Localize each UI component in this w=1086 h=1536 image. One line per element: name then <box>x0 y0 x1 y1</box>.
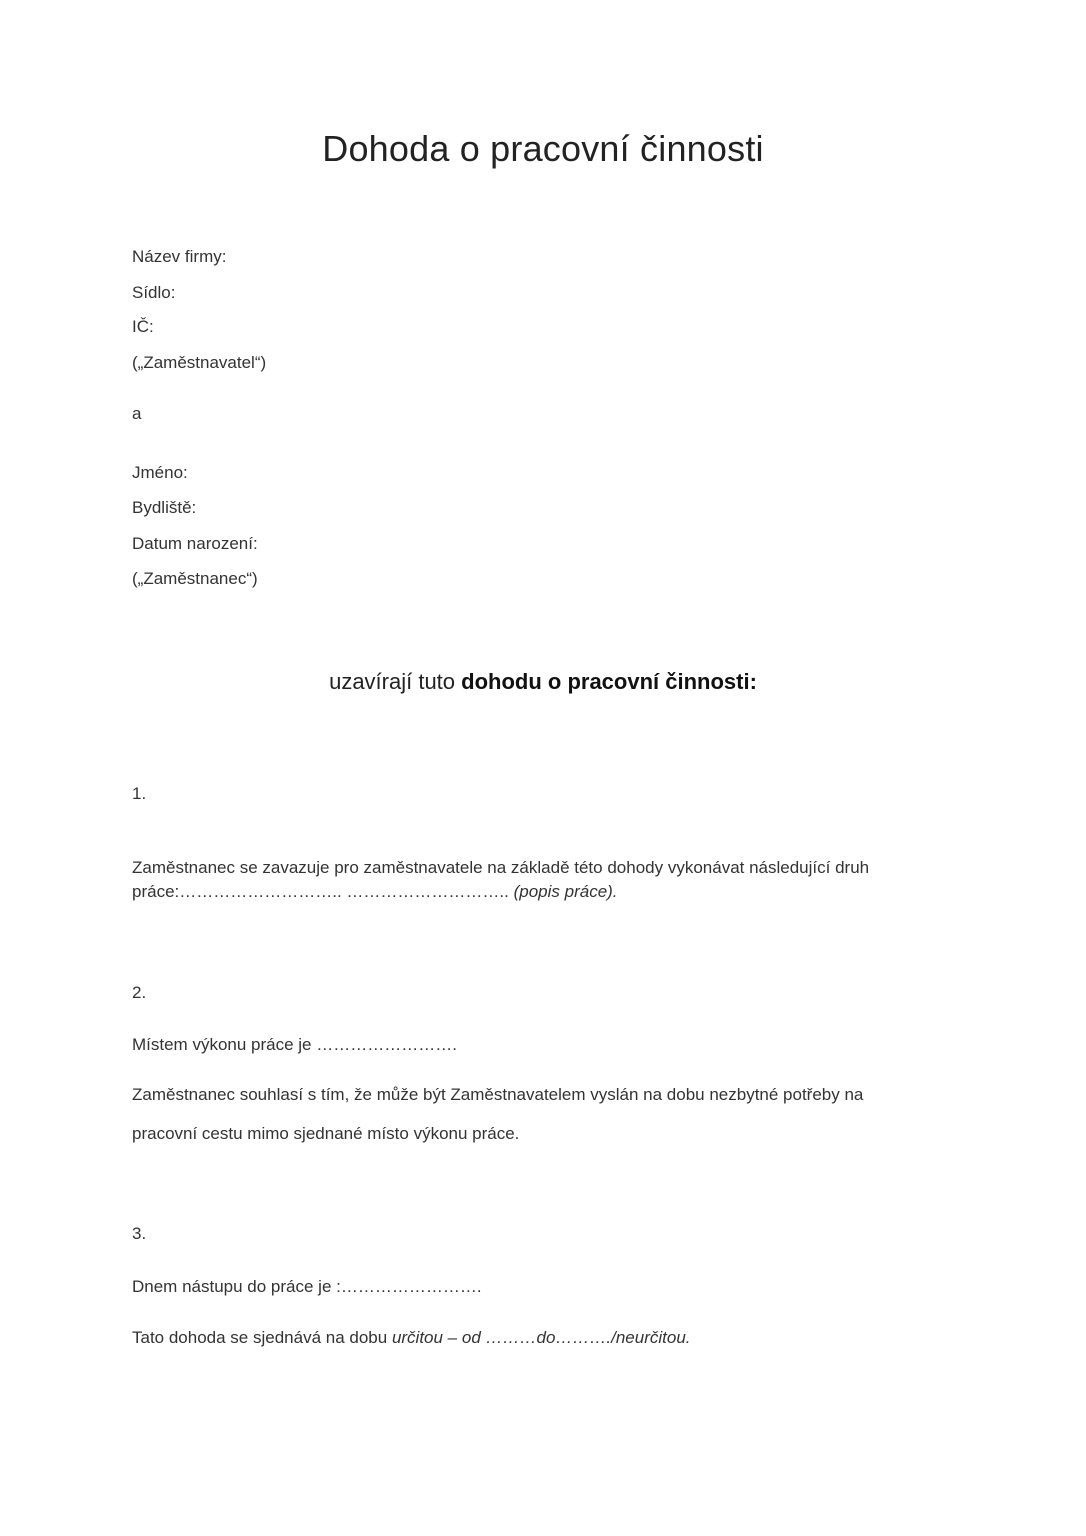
section-3-number: 3. <box>132 1224 147 1243</box>
section-3-start-date: Dnem nástupu do práce je :……………………. <box>132 1277 482 1296</box>
employee-role-label: („Zaměstnanec“) <box>132 569 258 588</box>
section-1-paragraph <box>132 856 932 904</box>
section-3-duration-options: určitou – od ………do………./neurčitou. <box>391 1328 691 1347</box>
employee-birth-date-label: Datum narození: <box>132 534 258 553</box>
document-title: Dohoda o pracovní činnosti <box>322 128 764 169</box>
section-2-travel-line-1: Zaměstnanec souhlasí s tím, že může být Zaměstnavatelem vyslán na dobu nezbytné potřeby na <box>132 1085 864 1104</box>
section-1-work-description-blank: práce:……………………….. ……………………….. <box>132 882 514 901</box>
section-2-place-of-work: Místem výkonu práce je ……………………. <box>132 1035 457 1054</box>
section-2-number: 2. <box>132 983 147 1002</box>
section-1-number: 1. <box>132 784 147 803</box>
section-3-duration-prefix: Tato dohoda se sjednává na dobu <box>132 1328 392 1347</box>
section-3-duration <box>132 1327 691 1349</box>
section-1-work-description-hint: (popis práce). <box>513 882 618 901</box>
employer-seat-label: Sídlo: <box>132 283 176 302</box>
employer-role-label: („Zaměstnavatel“) <box>132 353 267 372</box>
employer-id-label: IČ: <box>132 317 154 336</box>
employee-name-label: Jméno: <box>132 463 188 482</box>
agreement-intro-bold: dohodu o pracovní činnosti: <box>461 669 757 694</box>
agreement-intro-heading <box>0 669 1086 695</box>
section-2-travel-line-2: pracovní cestu mimo sjednané místo výkonu práce. <box>132 1124 520 1143</box>
agreement-intro-prefix: uzavírají tuto <box>329 669 462 694</box>
conjunction-text: a <box>132 404 142 423</box>
section-1-line-2 <box>132 880 932 904</box>
employer-company-name-label: Název firmy: <box>132 247 227 266</box>
employee-residence-label: Bydliště: <box>132 498 197 517</box>
section-1-line-1: Zaměstnanec se zavazuje pro zaměstnavatele na základě této dohody vykonávat následující druh <box>132 858 870 877</box>
